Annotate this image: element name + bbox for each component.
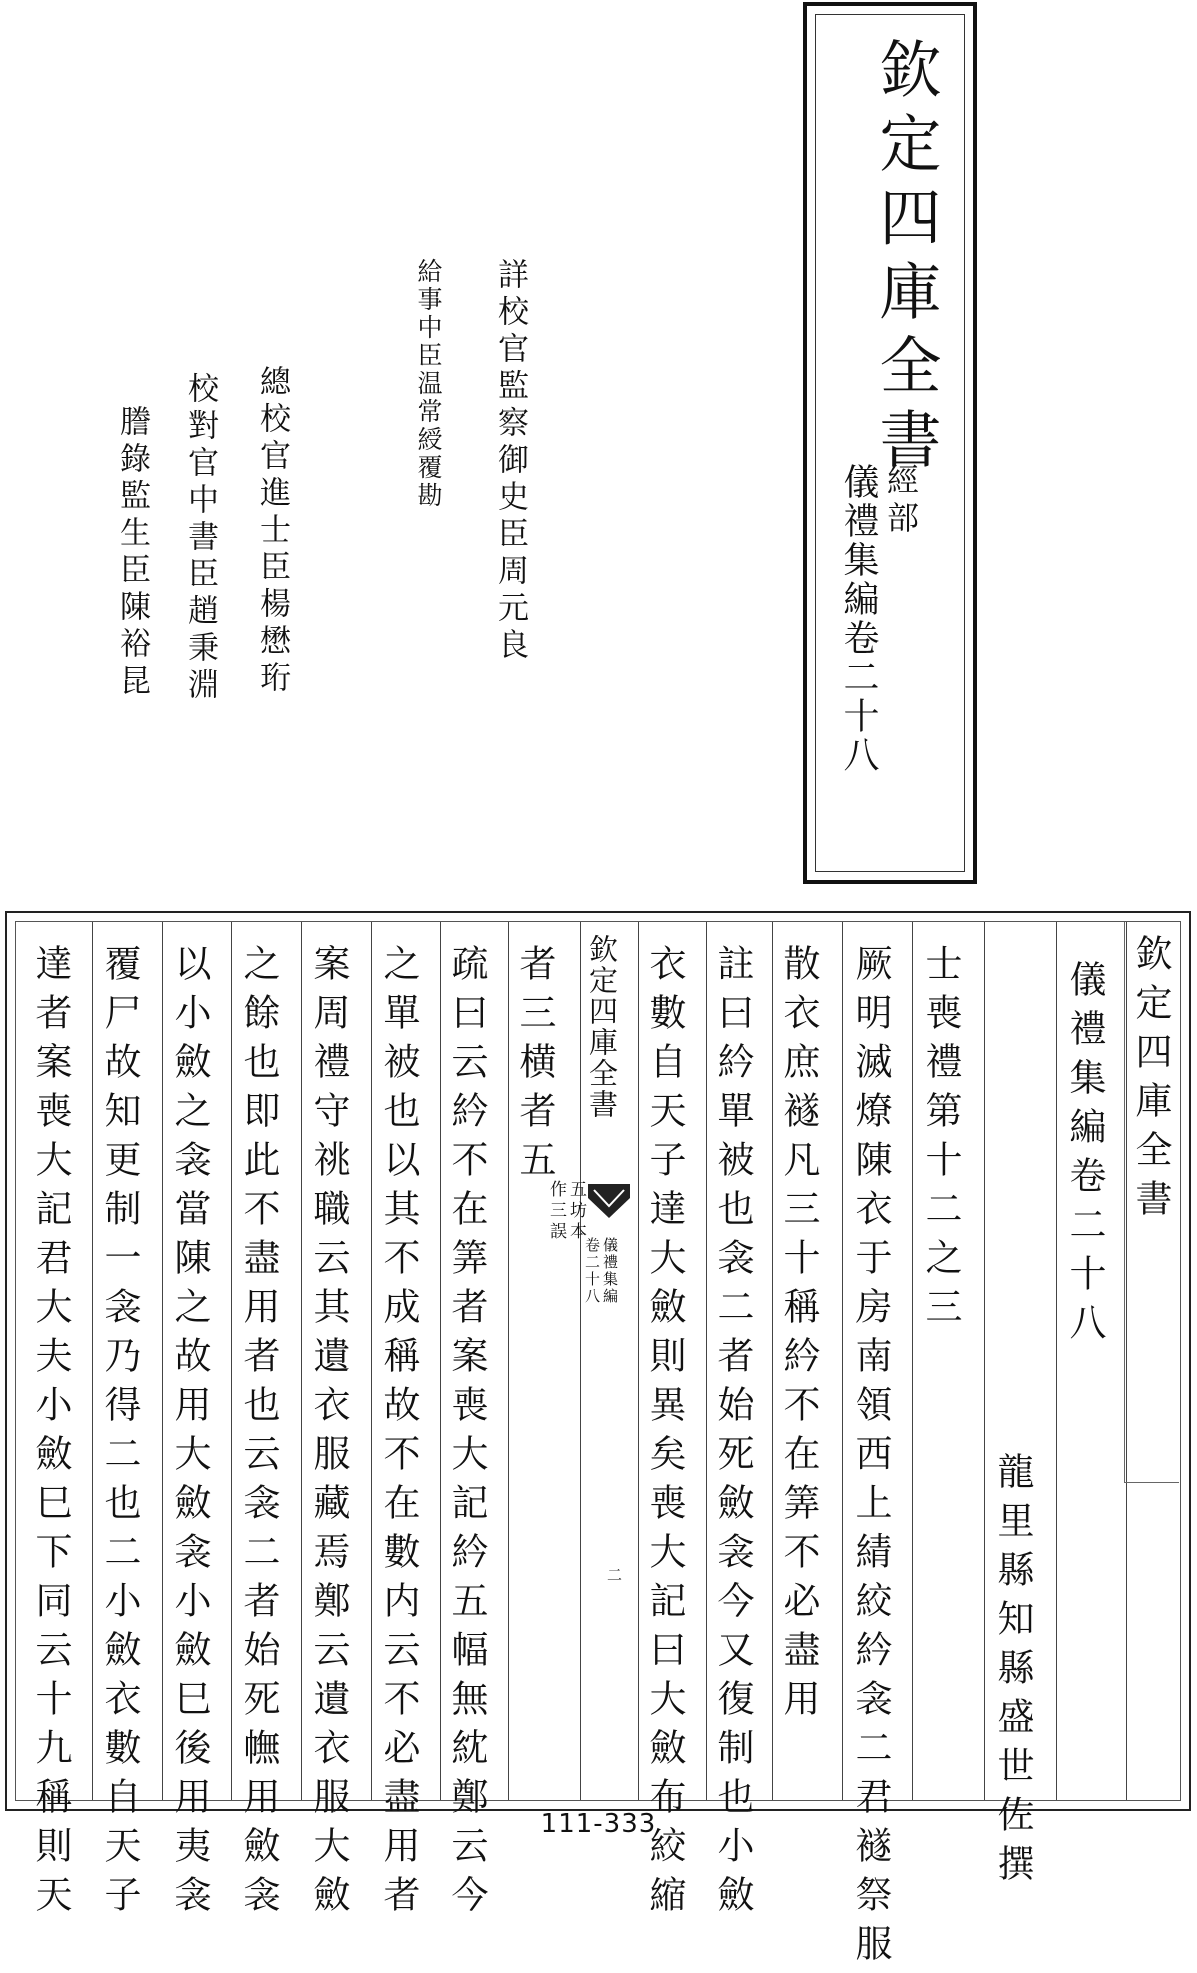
column-rule — [772, 922, 773, 1800]
column-rule — [440, 922, 441, 1800]
text-column: 註曰紟單被也衾二者始死斂衾今又復制也小斂 — [711, 944, 754, 1924]
column-rule — [508, 922, 509, 1800]
center-gutter — [580, 922, 638, 1800]
column-rule — [706, 922, 707, 1800]
credit-collator: 校對官中書臣趙秉淵 — [182, 372, 218, 705]
gutter-folio: 二 — [605, 1567, 623, 1582]
column-rule — [1056, 922, 1057, 1800]
text-column: 覆尸故知更制一衾乃得二也二小斂衣數自天子 — [98, 944, 141, 1924]
text-column: 衣數自天子達大斂則異矣喪大記曰大斂布絞縮 — [643, 944, 686, 1924]
text-column: 以小斂之衾當陳之故用大斂衾小斂巳後用夷衾 — [168, 944, 211, 1924]
fish-tail-mark-icon — [588, 1184, 630, 1220]
book-title: 儀禮集編卷二十八 — [1063, 960, 1106, 1352]
text-column: 散衣庶襚凡三十稱紟不在筭不必盡用 — [777, 944, 820, 1728]
credit-chief-collator: 總校官進士臣楊懋珩 — [254, 365, 290, 698]
title-main: 欽定四庫全書 — [869, 37, 942, 481]
column-rule — [162, 922, 163, 1800]
page-number: 111-333 — [540, 1809, 657, 1839]
gutter-title: 欽定四庫全書 — [585, 934, 619, 1120]
annotation-note: 五坊本 — [566, 1180, 586, 1243]
text-column: 者三横者五 — [513, 944, 556, 1189]
column-rule — [231, 922, 232, 1800]
column-rule — [842, 922, 843, 1800]
text-column: 厥明滅燎陳衣于房南領西上綪絞紟衾二君襚祭服 — [849, 944, 892, 1973]
text-column: 之單被也以其不成稱故不在數内云不必盡用者 — [377, 944, 420, 1924]
column-rule — [92, 922, 93, 1800]
text-column: 案周禮守祧職云其遺衣服藏焉鄭云遺衣服大斂 — [307, 944, 350, 1924]
text-column: 士喪禮第十二之三 — [919, 944, 962, 1336]
gutter-volume: 卷二十八 — [583, 1237, 601, 1305]
text-column: 達者案喪大記君大夫小斂巳下同云十九稱則天 — [29, 944, 72, 1924]
column-rule — [371, 922, 372, 1800]
author-line: 龍里縣知縣盛世佐撰 — [991, 1452, 1034, 1893]
title-slip — [803, 2, 977, 884]
credit-reviewer: 給事中臣温常綬覆勘 — [414, 258, 443, 510]
title-volume: 儀禮集編卷二十八 — [838, 463, 879, 775]
page-header: 欽定四庫全書 — [1129, 934, 1172, 1228]
credit-proofreader: 詳校官監察御史臣周元良 — [492, 258, 528, 665]
title-slip-inner-frame — [815, 14, 965, 872]
text-column: 之餘也即此不盡用者也云衾二者始死幠用斂衾 — [237, 944, 280, 1924]
column-rule — [301, 922, 302, 1800]
text-column: 疏曰云紟不在筭者案喪大記紟五幅無紞鄭云今 — [445, 944, 488, 1924]
column-rule — [984, 922, 985, 1800]
column-rule — [912, 922, 913, 1800]
credit-copyist: 謄錄監生臣陳裕昆 — [114, 405, 150, 701]
column-rule — [638, 922, 639, 1800]
title-section: 經部 — [882, 463, 920, 539]
annotation-note: 作三誤 — [546, 1180, 566, 1243]
gutter-book: 儀禮集編 — [601, 1237, 619, 1305]
